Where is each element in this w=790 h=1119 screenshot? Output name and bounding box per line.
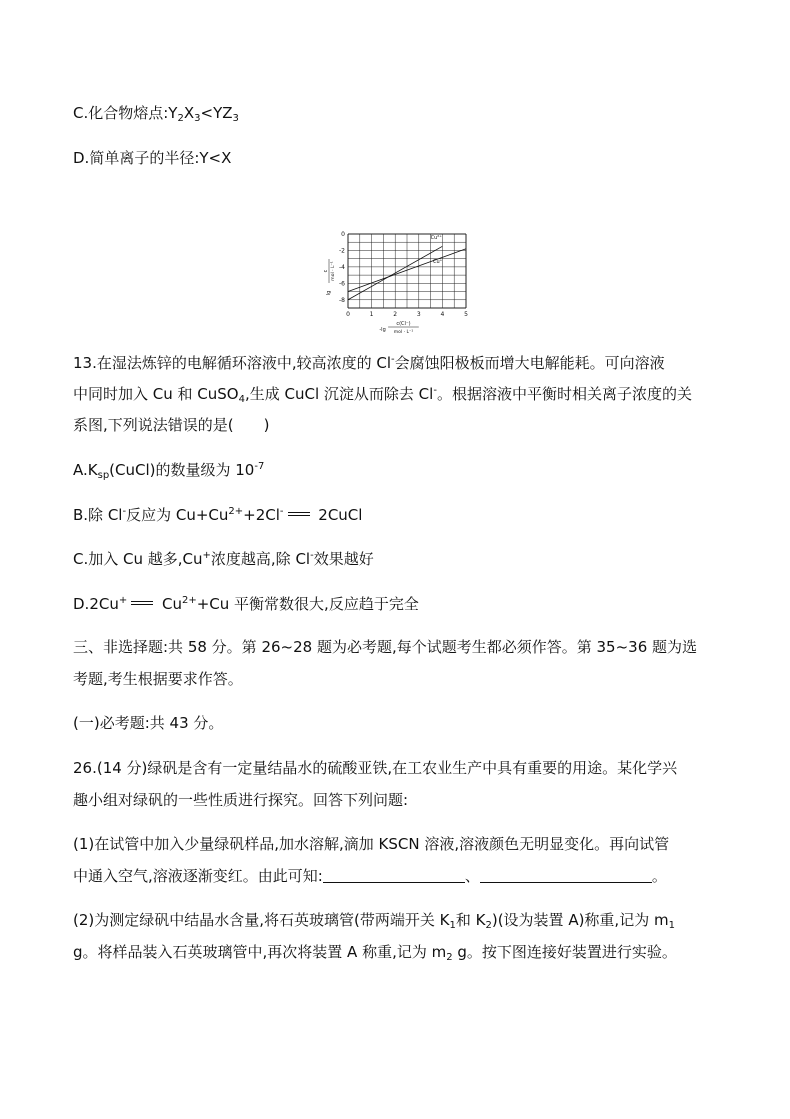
x-axis-label-prefix: -lg: [379, 327, 386, 333]
x-tick-label: 5: [464, 311, 468, 318]
x-axis-label-numerator: c(Cl⁻): [396, 321, 411, 327]
q13-line-2: [73, 384, 692, 404]
chart-grid: [348, 234, 466, 308]
q13-option-a: [73, 460, 264, 480]
subscript: 4: [238, 394, 245, 405]
superscript: +: [118, 595, 128, 606]
period: 。: [651, 867, 667, 885]
q26-text: g。将样品装入石英玻璃管中,再次将装置 A 称重,记为 m: [73, 943, 447, 961]
q13-text: 会腐蚀阳极板而增大电解能耗。可向溶液: [394, 354, 665, 372]
subscript: 2: [177, 113, 184, 124]
option-text: A.K: [73, 461, 98, 479]
x-tick-label: 3: [416, 311, 421, 318]
option-text: Cu: [157, 595, 182, 613]
y-tick-label: 0: [341, 231, 345, 238]
x-tick-label: 1: [369, 311, 374, 318]
superscript: -7: [254, 461, 265, 472]
q13-option-c: [73, 549, 374, 569]
x-tick-label: 2: [393, 311, 398, 318]
q13-line-3: 系图,下列说法错误的是( ): [73, 416, 270, 434]
y-tick-label: -2: [339, 247, 345, 255]
q26-part2-line-2: [73, 942, 677, 962]
option-text: +2Cl: [243, 506, 280, 524]
q13-line-1: [73, 353, 665, 373]
y-axis-label: [323, 259, 336, 295]
q26-line-1: 26.(14 分)绿矾是含有一定量结晶水的硫酸亚铁,在工农业生产中具有重要的用途。某化学兴: [73, 759, 678, 777]
subscript: 2: [485, 920, 492, 931]
q26-text: 和 K: [455, 911, 486, 929]
chart-axis-labels: [323, 259, 419, 335]
q26-line-2: 趣小组对绿矾的一些性质进行探究。回答下列问题:: [73, 791, 409, 809]
option-text: D.2Cu: [73, 595, 119, 613]
q26-text: )(设为装置 A)称重,记为 m: [491, 911, 669, 929]
option-text: B.除 Cl: [73, 506, 123, 524]
y-tick-label: -4: [339, 263, 345, 271]
y-axis-label-numerator: c: [323, 269, 329, 273]
q13-text: 13.在湿法炼锌的电解循环溶液中,较高浓度的 Cl: [73, 354, 392, 372]
option-c: [73, 103, 239, 123]
option-c-text: <YZ: [200, 104, 233, 122]
superscript: -: [310, 550, 314, 561]
subscript: sp: [97, 470, 110, 481]
y-tick-label: -8: [339, 296, 345, 304]
series-label: Cu⁺: [432, 258, 443, 265]
y-axis-label-denominator: mol · L⁻¹: [331, 261, 336, 281]
equals-sign: [131, 601, 153, 605]
option-d: D.简单离子的半径:Y<X: [73, 149, 232, 167]
superscript: -: [279, 506, 284, 517]
section-3-line-2: 考题,考生根据要求作答。: [73, 670, 243, 688]
q26-text: (2)为测定绿矾中结晶水含量,将石英玻璃管(带两端开关 K: [73, 911, 450, 929]
q13-option-b: [73, 505, 362, 525]
q26-part1-line-2: [73, 866, 667, 886]
q13-text: 。根据溶液中平衡时相关离子浓度的关: [436, 385, 692, 403]
subscript: 3: [194, 113, 201, 124]
option-text: C.加入 Cu 越多,Cu: [73, 550, 203, 568]
option-text: 反应为 Cu+Cu: [126, 506, 229, 524]
subscript: 1: [668, 920, 675, 931]
q13-text: ,生成 CuCl 沉淀从而除去 Cl: [244, 385, 434, 403]
ion-concentration-chart: [318, 226, 478, 336]
option-c-text: X: [183, 104, 195, 122]
superscript: -: [122, 506, 127, 517]
q13-option-d: [73, 594, 419, 614]
superscript: +: [202, 550, 211, 561]
chart-ticks: [339, 231, 468, 318]
option-text: +Cu 平衡常数很大,反应趋于完全: [196, 595, 419, 613]
subscript: 1: [449, 920, 456, 931]
x-tick-label: 4: [440, 311, 445, 318]
separator: 、: [464, 867, 480, 885]
superscript: -: [433, 385, 437, 396]
x-tick-label: 0: [346, 311, 350, 318]
section-3-subheading: (一)必考题:共 43 分。: [73, 714, 224, 732]
series-label: Cu²⁺: [430, 234, 442, 241]
option-text: 效果越好: [313, 550, 374, 568]
subscript: 3: [232, 113, 239, 124]
option-text: 2CuCl: [313, 506, 363, 524]
q26-part1-line-1: (1)在试管中加入少量绿矾样品,加水溶解,滴加 KSCN 溶液,溶液颜色无明显变化。再向试管: [73, 835, 670, 853]
option-text: 浓度越高,除 Cl: [210, 550, 311, 568]
q26-text: 中通入空气,溶液逐渐变红。由此可知:: [73, 867, 323, 885]
q26-text: g。按下图连接好装置进行实验。: [452, 943, 677, 961]
superscript: -: [391, 354, 395, 365]
q13-text: 中同时加入 Cu 和 CuSO: [73, 385, 239, 403]
answer-blank-1[interactable]: [323, 866, 465, 883]
answer-blank-2[interactable]: [480, 866, 652, 883]
option-text: (CuCl)的数量级为 10: [109, 461, 255, 479]
x-axis-label-denominator: mol · L⁻¹: [393, 330, 414, 335]
equals-sign: [288, 512, 310, 516]
y-tick-label: -6: [339, 280, 345, 288]
q26-part2-line-1: [73, 910, 675, 930]
subscript: 2: [446, 952, 453, 963]
y-axis-label-prefix: lg: [326, 290, 332, 296]
section-3-line-1: 三、非选择题:共 58 分。第 26~28 题为必考题,每个试题考生都必须作答。第 35~36 题为选: [73, 638, 698, 656]
option-c-text: C.化合物熔点:Y: [73, 104, 178, 122]
superscript: 2+: [228, 506, 244, 517]
superscript: 2+: [181, 595, 197, 606]
